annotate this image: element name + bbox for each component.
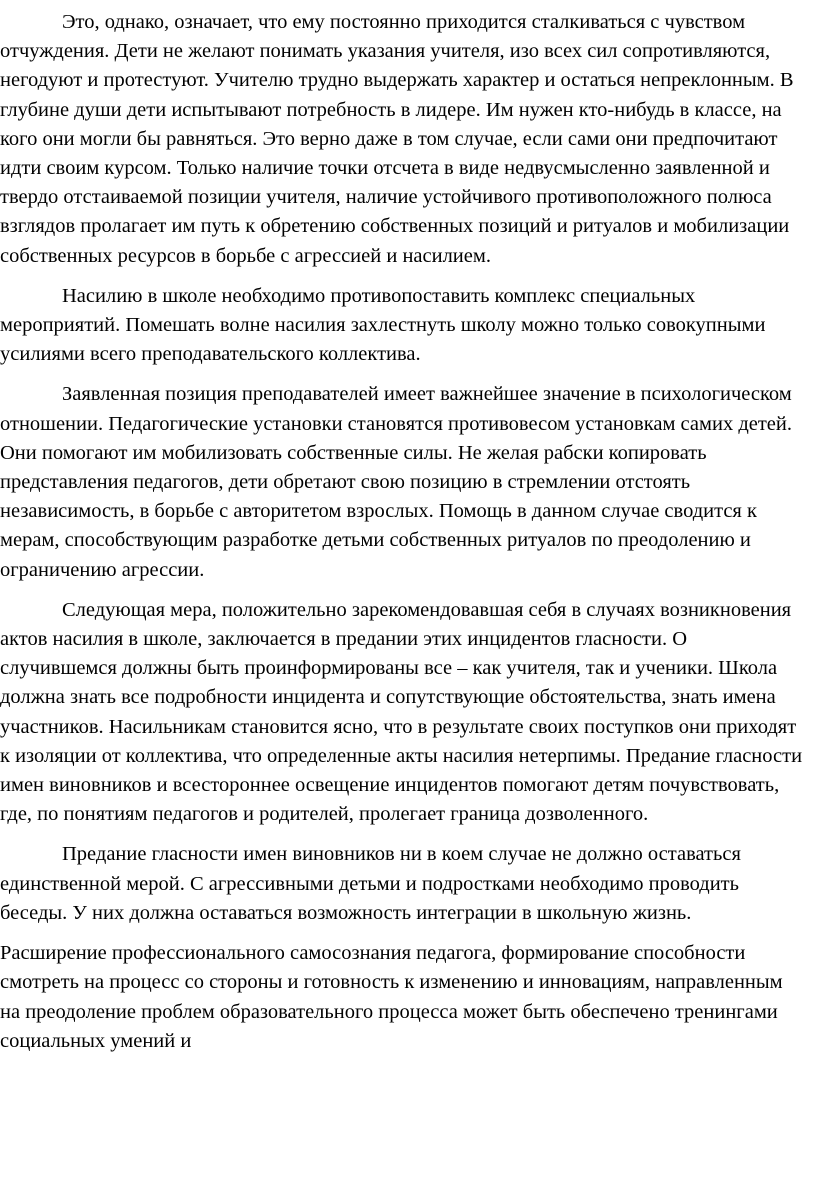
paragraph-teacher-position: Заявленная позиция преподавателей имеет важнейшее значение в психологическом отношении. Педагогические установки становятся противовесом установкам самих детей. Они помогают им мобилизовать собственные силы. Не желая рабски копировать представления педагогов, дети обретают свою позицию в стремлении отстоять независимость, в борьбе с авторитетом взрослых. Помощь в данном случае сводится к мерам, способствующим разработке детьми собственных ритуалов по преодолению и ограничению агрессии.	[0, 383, 798, 581]
paragraph-counter-measures: Насилию в школе необходимо противопоставить комплекс специальных мероприятий. Помешать волне насилия захлестнуть школу можно только совокупными усилиями всего преподавательского коллектива.	[0, 284, 771, 366]
paragraph-professional-awareness: Расширение профессионального самосознания педагога, формирование способности смотреть на процесс со стороны и готовность к изменению и инновациям, направленным на преодоление проблем образовательного процесса может быть обеспечено тренингами социальных умений и	[0, 942, 788, 1052]
paragraph-publicity: Следующая мера, положительно зарекомендовавшая себя в случаях возникновения актов насилия в школе, заключается в предании этих инцидентов гласности. О случившемся должны быть проинформированы все – как учителя, так и ученики. Школа должна знать все подробности инцидента и сопутствующие обстоятельства, знать имена участников. Насильникам становится ясно, что в результате своих поступков они приходят к изоляции от коллектива, что определенные акты насилия нетерпимы. Предание гласности имен виновников и всестороннее освещение инцидентов помогают детям почувствовать, где, по понятиям педагогов и родителей, пролегает граница дозволенного.	[0, 598, 808, 826]
paragraph-conversations: Предание гласности имен виновников ни в коем случае не должно оставаться единственной мерой. С агрессивными детьми и подростками необходимо проводить беседы. У них должна оставаться возможность интеграции в школьную жизнь.	[0, 843, 747, 924]
paragraph-alienation: Это, однако, означает, что ему постоянно приходится сталкиваться с чувством отчуждения. Дети не желают понимать указания учителя, изо всех сил сопротивляются, негодуют и протестуют. Учителю трудно выдержать характер и остаться непреклонным. В глубине души дети испытывают потребность в лидере. Им нужен кто-нибудь в классе, на кого они могли бы равняться. Это верно даже в том случае, если сами они предпочитают идти своим курсом. Только наличие точки отсчета в виде недвусмысленно заявленной и твердо отстаиваемой позиции учителя, наличие устойчивого противоположного полюса взглядов пролагает им путь к обретению собственных позиций и ритуалов и мобилизации собственных ресурсов в борьбе с агрессией и насилием.	[0, 11, 799, 267]
